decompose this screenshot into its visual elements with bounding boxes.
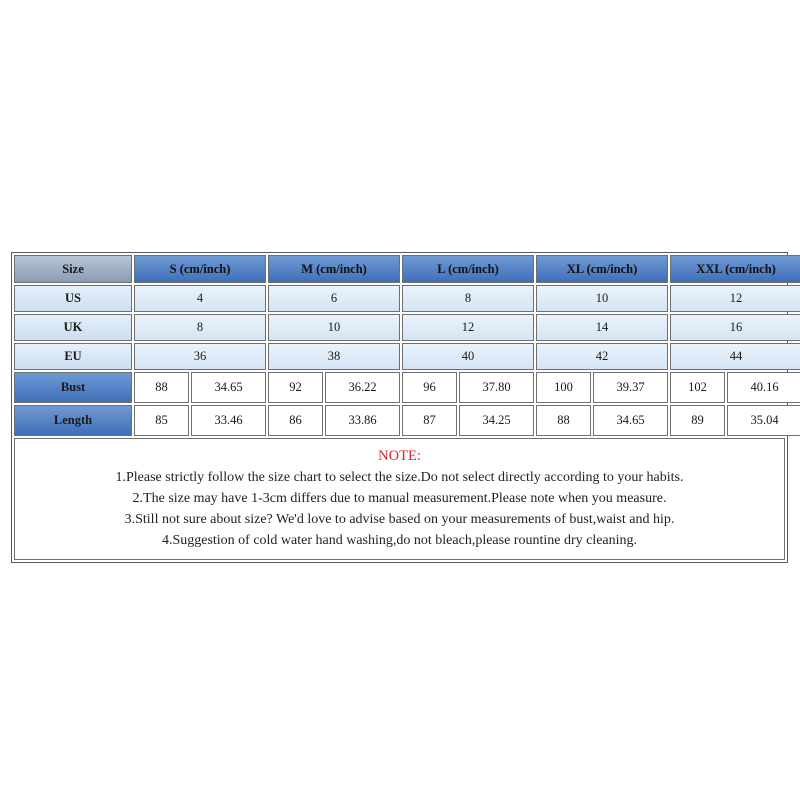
table-cell: 14 [536,314,668,341]
table-cell: 8 [402,285,534,312]
notes-box [14,438,785,560]
header-cell-xxl: XXL (cm/inch) [670,255,800,283]
note-line-3: 3.Still not sure about size? We'd love to advise based on your measurements of bust,waist and hip. [124,512,675,527]
table-cell-inch: 40.16 [727,372,800,403]
note-line-2: 2.The size may have 1-3cm differs due to manual measurement.Please note when you measure. [132,491,667,506]
header-cell-xl: XL (cm/inch) [536,255,668,283]
table-cell: 36 [134,343,266,370]
table-cell: 10 [536,285,668,312]
row-label-eu: EU [14,343,132,370]
table-cell-inch: 35.04 [727,405,800,436]
table-cell: 12 [670,285,800,312]
table-cell-cm: 86 [268,405,323,436]
table-cell: 38 [268,343,400,370]
table-cell-inch: 34.65 [191,372,266,403]
row-label-length: Length [14,405,132,436]
size-header-cell: Size [14,255,132,283]
table-cell-cm: 100 [536,372,591,403]
row-label-us: US [14,285,132,312]
table-row-uk [14,314,800,341]
table-cell: 6 [268,285,400,312]
table-cell: 42 [536,343,668,370]
table-cell: 10 [268,314,400,341]
table-cell: 4 [134,285,266,312]
table-cell-inch: 37.80 [459,372,534,403]
table-cell-cm: 102 [670,372,725,403]
header-cell-m: M (cm/inch) [268,255,400,283]
size-chart [11,252,788,563]
size-table [12,253,800,438]
table-row-bust [14,372,800,403]
table-cell-cm: 85 [134,405,189,436]
table-cell-inch: 34.65 [593,405,668,436]
header-cell-l: L (cm/inch) [402,255,534,283]
row-label-bust: Bust [14,372,132,403]
table-cell-inch: 36.22 [325,372,400,403]
table-cell: 40 [402,343,534,370]
table-row-length [14,405,800,436]
table-cell: 44 [670,343,800,370]
table-cell-cm: 96 [402,372,457,403]
table-row-eu [14,343,800,370]
table-cell-inch: 34.25 [459,405,534,436]
table-cell-inch: 33.46 [191,405,266,436]
header-row [14,255,800,283]
table-cell-inch: 33.86 [325,405,400,436]
note-title: NOTE: [378,448,421,464]
row-label-uk: UK [14,314,132,341]
table-row-us [14,285,800,312]
table-cell-cm: 87 [402,405,457,436]
note-line-4: 4.Suggestion of cold water hand washing,do not bleach,please rountine dry cleaning. [161,533,638,548]
table-cell-inch: 39.37 [593,372,668,403]
table-cell: 16 [670,314,800,341]
table-cell: 8 [134,314,266,341]
table-cell-cm: 92 [268,372,323,403]
table-cell-cm: 88 [536,405,591,436]
table-cell: 12 [402,314,534,341]
header-cell-s: S (cm/inch) [134,255,266,283]
table-cell-cm: 88 [134,372,189,403]
table-cell-cm: 89 [670,405,725,436]
note-line-1: 1.Please strictly follow the size chart to select the size.Do not select directly according to your habits. [115,470,684,485]
